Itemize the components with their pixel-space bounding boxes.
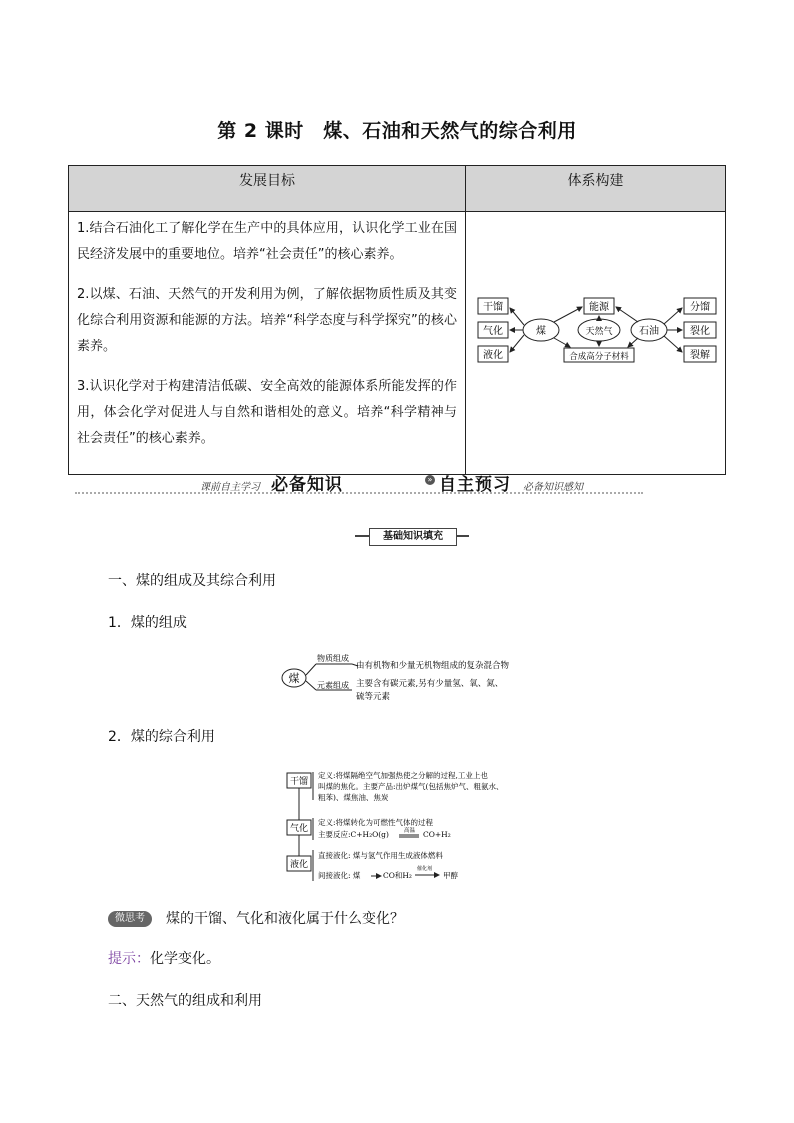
goals-cell	[69, 212, 466, 475]
qihua-condition: 高温	[404, 828, 416, 834]
ellipse-oil-label: 石油	[639, 326, 659, 337]
section-badge	[355, 528, 469, 544]
yehua-direct: 直接液化: 煤与氢气作用生成液体燃料	[318, 851, 443, 860]
yehua-indirect-c: 甲醇	[443, 871, 458, 880]
box-liejie-label: 裂解	[690, 350, 710, 361]
box-liquefaction-label: 液化	[289, 860, 309, 870]
coal-utilization-diagram	[285, 766, 550, 886]
branch-element-line2: 硫等元素	[356, 692, 391, 702]
box-energy-label: 能源	[589, 302, 609, 313]
qihua-def-1: 定义:将煤转化为可燃性气体的过程	[318, 818, 434, 827]
coal-composition-diagram	[280, 648, 540, 706]
coal-node-label: 煤	[288, 672, 300, 685]
banner-big-right: 自主预习	[439, 475, 511, 495]
section-heading-2: 二、天然气的组成和利用	[108, 993, 262, 1009]
goals-table	[68, 165, 726, 475]
banner-right-small: 必备知识感知	[523, 482, 583, 493]
hint-text: 化学变化。	[150, 951, 220, 967]
branch-element-label: 元素组成	[317, 681, 349, 690]
box-ganliu-label: 干馏	[483, 302, 503, 313]
section-banner	[75, 470, 643, 496]
qihua-product: CO+H₂	[423, 830, 451, 839]
hint-label: 提示：	[108, 951, 150, 967]
banner-big-left: 必备知识	[271, 475, 343, 495]
ganliu-def-3: 粗苯)、煤焦油、焦炭	[318, 793, 389, 802]
branch-material-text: 由有机物和少量无机物组成的复杂混合物	[356, 661, 510, 671]
hint-row	[108, 948, 220, 968]
page-title: 第 2 课时 煤、石油和天然气的综合利用	[217, 120, 577, 142]
yehua-indirect-a: 间接液化: 煤	[318, 871, 361, 880]
think-icon: 微思考	[108, 911, 152, 927]
sub-heading-2: 2．煤的综合利用	[108, 729, 215, 745]
box-liehua-label: 裂化	[690, 326, 710, 337]
section-heading-1: 一、煤的组成及其综合利用	[108, 573, 276, 589]
branch-material-label: 物质组成	[317, 654, 349, 663]
ellipse-gas-label: 天然气	[585, 327, 613, 337]
banner-left-small: 课前自主学习	[200, 482, 260, 493]
box-polymer-label: 合成高分子材料	[569, 352, 629, 362]
box-dry-distillation-label: 干馏	[289, 777, 309, 787]
box-yehua-label: 液化	[483, 350, 503, 361]
think-question: 煤的干馏、气化和液化属于什么变化？	[166, 911, 404, 927]
branch-element-line1: 主要含有碳元素,另有少量氢、氧、氮、	[356, 679, 504, 689]
ellipse-coal-label: 煤	[536, 326, 546, 337]
system-diagram	[466, 212, 728, 470]
sub-heading-1: 1．煤的组成	[108, 615, 187, 631]
think-question-row	[108, 908, 404, 928]
box-fenliu-label: 分馏	[690, 302, 710, 313]
goal-item: 2.以煤、石油、天然气的开发利用为例，了解依据物质性质及其变化综合利用资源和能源的方法。培养“科学态度与科学探究”的核心素养。	[77, 287, 457, 354]
system-header: 体系构建	[466, 166, 726, 212]
ganliu-def-1: 定义:将煤隔绝空气加强热使之分解的过程,工业上也	[318, 771, 488, 780]
yehua-condition: 催化剂	[417, 866, 433, 872]
box-qihua-label: 气化	[483, 326, 503, 337]
box-gasification-label: 气化	[289, 824, 309, 834]
qihua-def-2: 主要反应:C+H₂O(g)	[318, 830, 389, 839]
goal-item: 3.认识化学对于构建清洁低碳、安全高效的能源体系所能发挥的作用，体会化学对促进人与自然和谐相处的意义。培养“科学精神与社会责任”的核心素养。	[77, 379, 457, 446]
system-diagram-cell	[466, 212, 726, 475]
goals-header: 发展目标	[69, 166, 466, 212]
goal-item: 1.结合石油化工了解化学在生产中的具体应用，认识化学工业在国民经济发展中的重要地位。培养“社会责任”的核心素养。	[77, 221, 457, 262]
ganliu-def-2: 叫煤的焦化。主要产品:出炉煤气(包括焦炉气、粗氨水、	[318, 782, 504, 791]
double-chevron-icon: »	[425, 475, 435, 485]
yehua-indirect-b: CO和H₂	[383, 871, 412, 880]
badge-label: 基础知识填充	[369, 528, 457, 546]
